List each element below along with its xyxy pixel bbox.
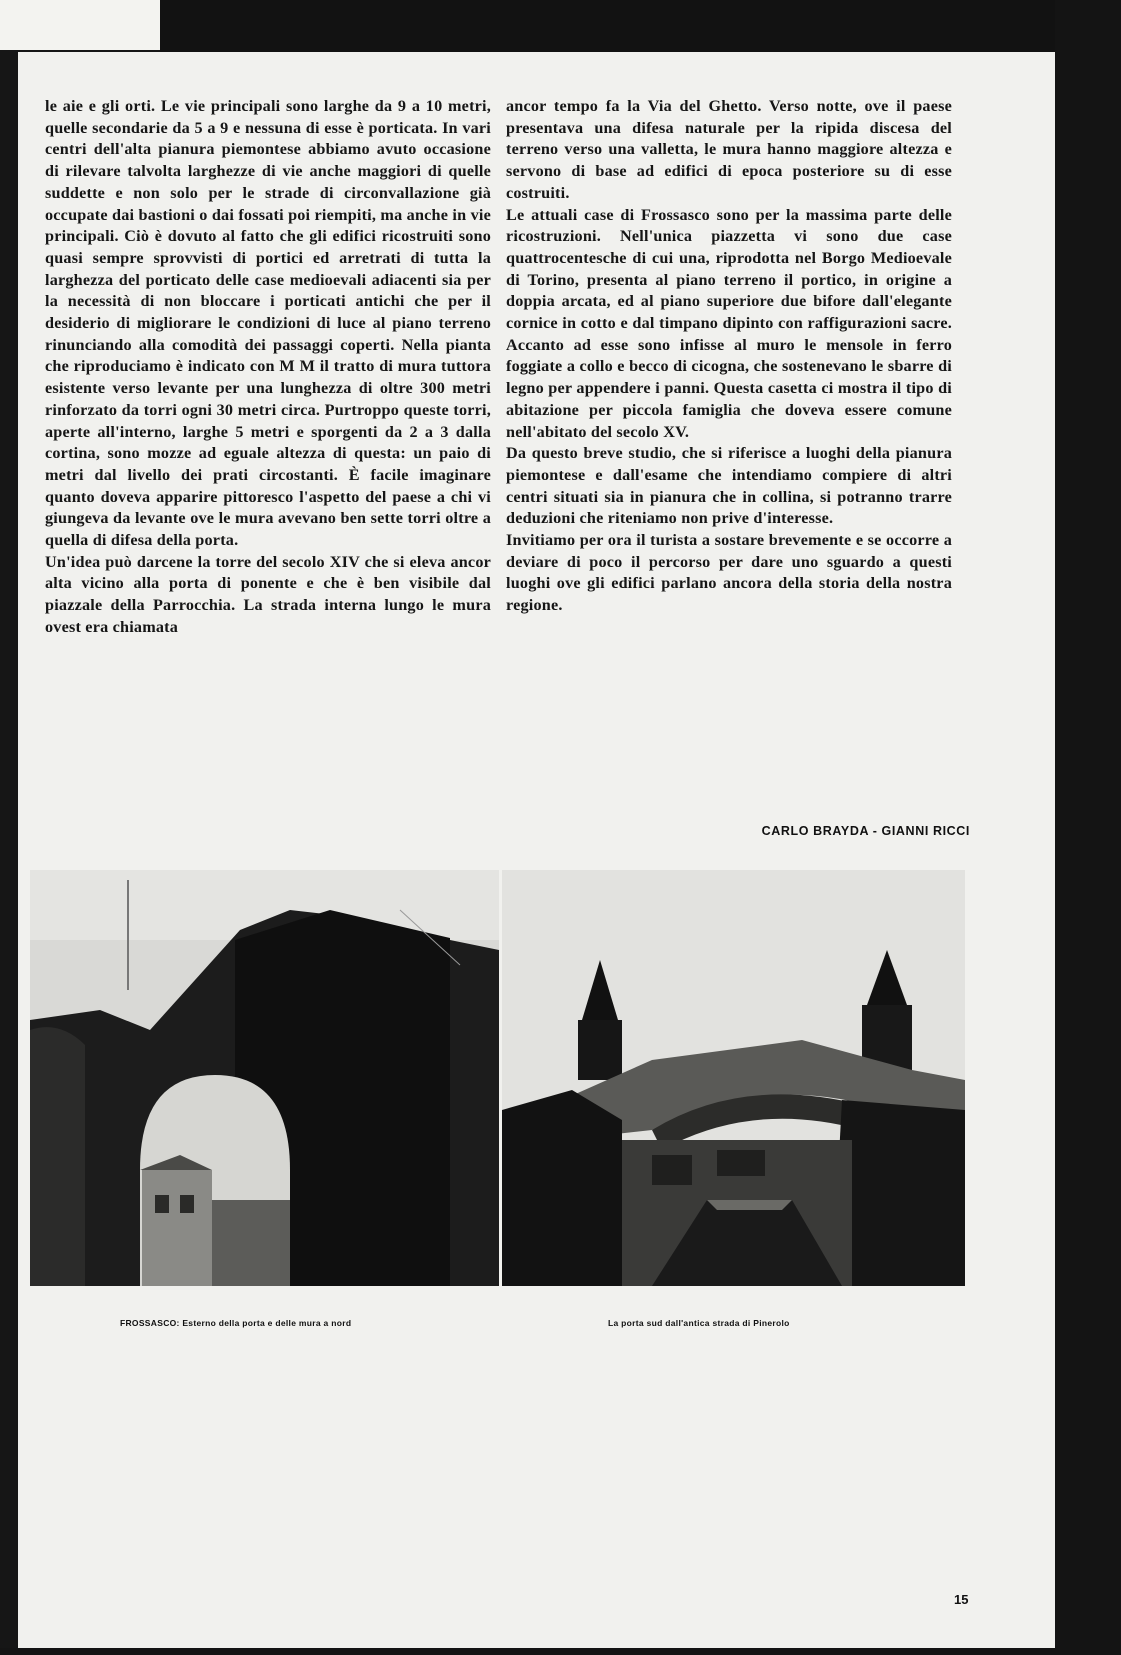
paragraph: Invitiamo per ora il turista a sostare brevemente e se occorre a deviare di poco il percorso per dare uno sguardo a questi luoghi ove gli edifici parlano ancora della storia della nostra regione.: [506, 531, 952, 615]
paragraph: le aie e gli orti. Le vie principali sono larghe da 9 a 10 metri, quelle secondarie da 5 a 9 e nessuna di esse è porticata. In vari centri dell'alta pianura piemontese abbiamo avuto occasione di rilevare talvolta larghezze di vie anche maggiori di quelle suddette e non solo per le strade di circonvallazione già occupate dai bastioni o dai fossati poi riempiti, ma anche in vie principali. Ciò è dovuto al fatto che gli edifici ricostruiti sono quasi sempre sprovvisti di portici ed arretrati di tutta la larghezza del porticato delle case medioevali adiacenti sia per la necessità di non bloccare i porticati antichi che per il desiderio di migliorare le condizioni di luce al piano terreno rinunciando alla comodità dei passaggi coperti. Nella pianta che riproduciamo è indicato con M M il tratto di mura tuttora esistente verso levante per una lunghezza di oltre 300 metri rinforzato da torri ogni 30 metri circa. Purtroppo queste torri, aperte all'interno, larghe 5 metri e sporgenti da 2 a 3 dalla cortina, sono mozze ad eguale altezza di questa: un paio di metri dal livello dei prati circostanti. È facile imaginare quanto doveva apparire pittoresco l'aspetto del paese a chi vi giungeva da levante ove le mura avevano ben sette torri oltre a quella di difesa della porta.: [45, 97, 491, 550]
scan-border-right: [1055, 0, 1121, 1655]
paragraph: Le attuali case di Frossasco sono per la massima parte delle ricostruzioni. Nell'unica piazzetta vi sono due case quattrocentesche di cui una, riprodotta nel Borgo Medioevale di Torino, presenta al piano terreno il portico, in origine a doppia arcata, ed al piano superiore due bifore dall'elegante cornice in cotto e dal timpano dipinto con raffigurazioni sacre. Accanto ad esse sono infisse al muro le mensole in ferro foggiate a collo e becco di cicogna, che sostenevano le sbarre di legno per appendere i panni. Questa casetta ci mostra il tipo di abitazione per piccola famiglia che doveva essere comune nell'abitato del secolo XV.: [506, 205, 952, 441]
paragraph: Un'idea può darcene la torre del secolo XIV che si eleva ancor alta vicino alla porta di ponente e che è ben visibile dal piazzale della Parrocchia. La strada interna lungo le mura ovest era chiamata: [45, 552, 491, 636]
scan-border-bottom: [0, 1648, 1121, 1655]
paragraph: ancor tempo fa la Via del Ghetto. Verso notte, ove il paese presentava una difesa naturale per la ripida discesa del terreno verso una valletta, le mura hanno maggiore altezza e servono di base ad edifici di epoca posteriore su di esse costruiti.: [506, 97, 952, 202]
author-byline: CARLO BRAYDA - GIANNI RICCI: [761, 824, 970, 838]
figure-caption-right: La porta sud dall'antica strada di Pinerolo: [608, 1318, 790, 1328]
page-number: 15: [954, 1592, 969, 1607]
paragraph: Da questo breve studio, che si riferisce a luoghi della pianura piemontese e dall'esame che intendiamo compiere di altri centri situati sia in pianura che in collina, si potranno trarre deduzioni che riteniamo non prive d'interesse.: [506, 444, 952, 528]
page-top-margin: [0, 0, 160, 50]
photo-south-gate: [502, 870, 965, 1286]
article-left-column: [45, 96, 491, 639]
article-right-column: [506, 96, 952, 617]
scan-border-top: [160, 0, 1121, 56]
figure-caption-left: FROSSASCO: Esterno della porta e delle mura a nord: [120, 1318, 352, 1328]
photo-north-gate: [30, 870, 499, 1286]
